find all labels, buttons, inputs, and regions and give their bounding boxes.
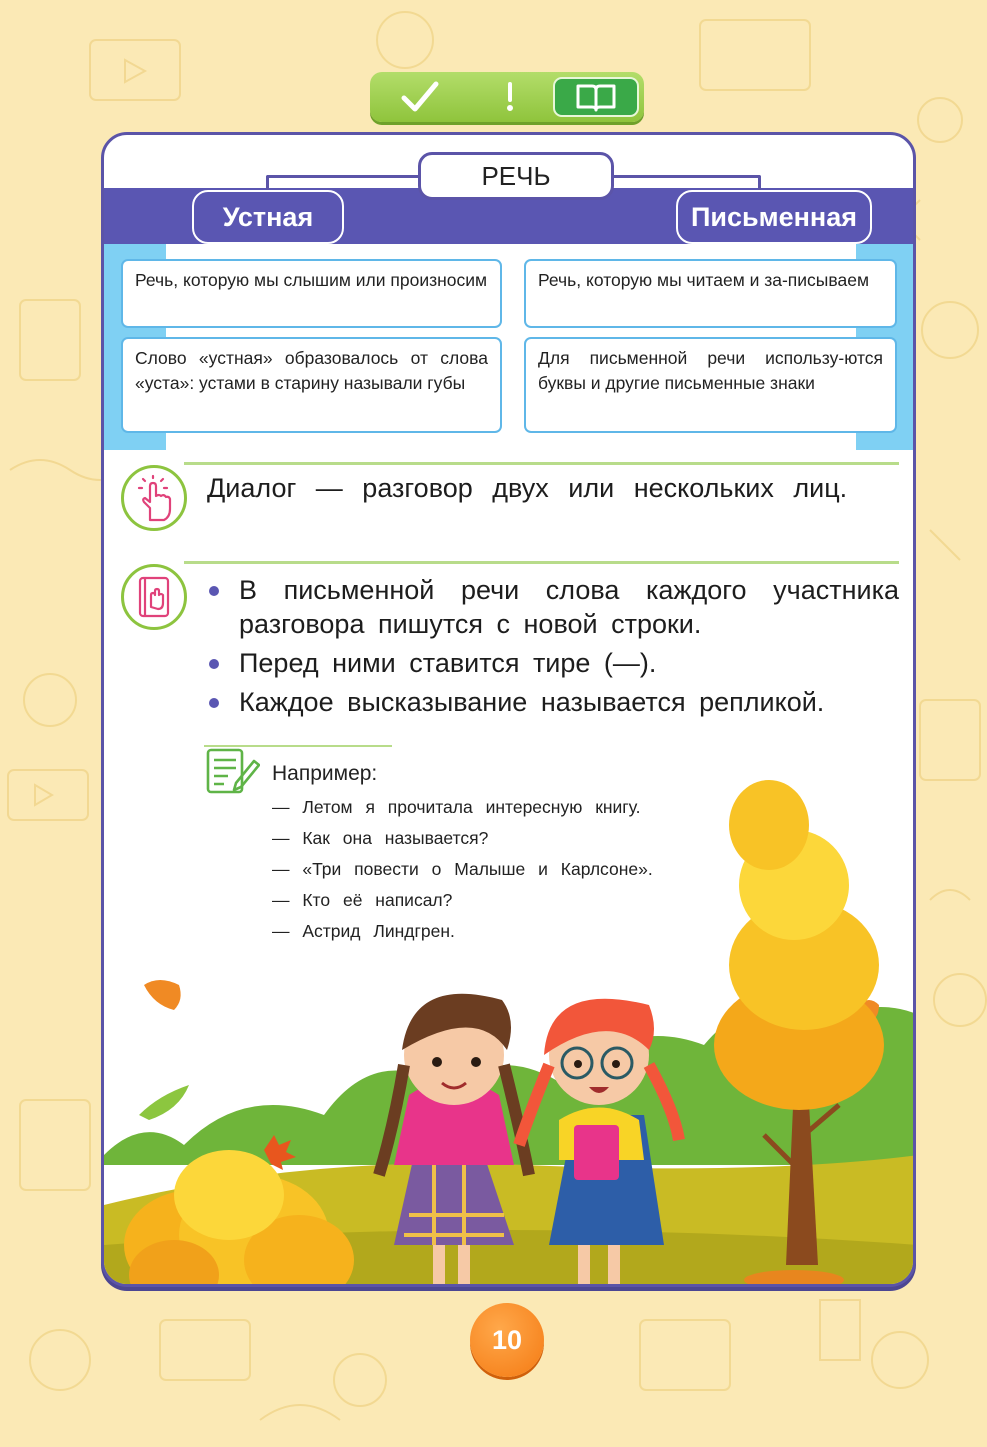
diagram-connector-left: [266, 175, 422, 191]
rules-icon-badge: [121, 564, 187, 630]
falling-leaf: [139, 1085, 189, 1120]
dialog-line: — Астрид Линдгрен.: [272, 921, 455, 941]
definition-icon-badge: [121, 465, 187, 531]
written-speech-label: Письменная: [676, 190, 872, 244]
example-label: Например:: [272, 762, 378, 785]
diagram-connector-right: [610, 175, 761, 191]
oral-speech-label: Устная: [192, 190, 344, 244]
definition-divider: [184, 462, 899, 465]
autumn-illustration: [104, 765, 916, 1287]
falling-leaf: [144, 980, 181, 1010]
oral-definition-box: Речь, которую мы слышим или произносим: [121, 259, 502, 328]
written-letters-box: Для письменной речи использу-ются буквы и другие письменные знаки: [524, 337, 897, 433]
dialog-line: — Кто её написал?: [272, 890, 453, 910]
exclamation-icon: [505, 82, 515, 112]
dialog-line: — Как она называется?: [272, 828, 489, 848]
pointing-hand-icon: [134, 474, 174, 522]
dialog-line: — Летом я прочитала интересную книгу.: [272, 797, 641, 817]
rules-divider: [184, 561, 899, 564]
written-definition-box: Речь, которую мы читаем и за-писываем: [524, 259, 897, 328]
girl-brown-hair: [379, 994, 529, 1287]
tab-exclamation[interactable]: [480, 72, 540, 122]
page-number-badge: 10: [470, 1303, 544, 1377]
hand-book-icon: [136, 575, 172, 619]
tab-check[interactable]: [390, 72, 450, 122]
list-item: В письменной речи слова каждого участника разговора пишутся с новой строки.: [204, 573, 899, 641]
dialog-definition: Диалог — разговор двух или нескольких лиц.: [207, 473, 848, 503]
check-icon: [400, 80, 440, 114]
rules-list: [204, 573, 899, 724]
oral-origin-box: Слово «устная» образовалось от слова «уста»: устами в старину называли губы: [121, 337, 502, 433]
section-tabs: [370, 72, 644, 122]
content-card: [101, 132, 916, 1287]
book-icon: [574, 82, 618, 112]
dialog-line: — «Три повести о Малыше и Карлсоне».: [272, 859, 653, 879]
list-item: Перед ними ставится тире (—).: [204, 646, 899, 680]
tab-book[interactable]: [553, 77, 639, 117]
list-item: Каждое высказывание называется репликой.: [204, 685, 899, 719]
diagram-title: РЕЧЬ: [418, 152, 614, 200]
